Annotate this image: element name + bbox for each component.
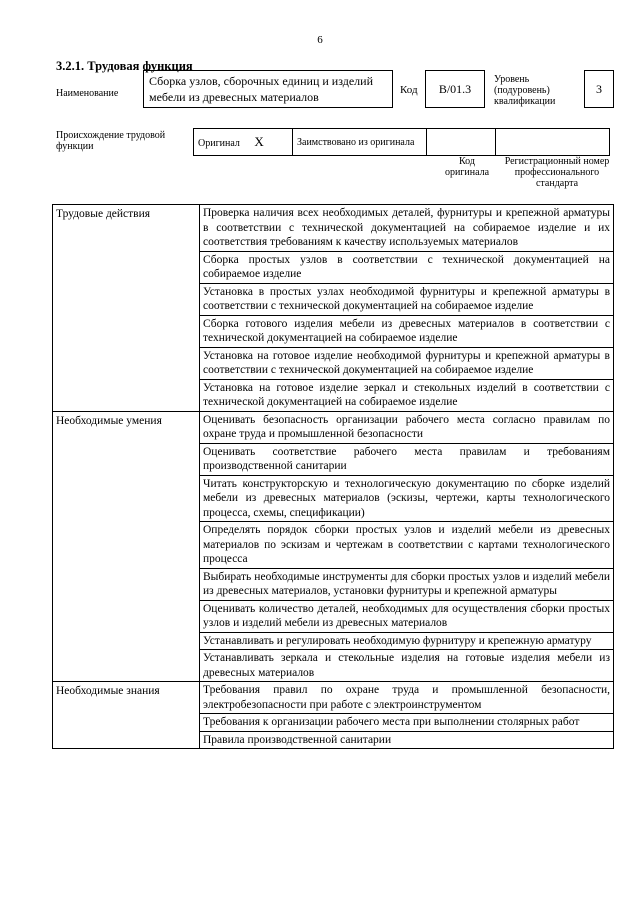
requirement-item: Читать конструкторскую и технологическую документацию по сборке изделий мебели из древесных материалов (эскизы, чертежи, карты технологического процесса, схемы, спецификации): [200, 475, 614, 522]
name-label: Наименование: [56, 88, 119, 99]
requirement-item: Устанавливать зеркала и стекольные изделия на готовые изделия мебели из древесных материалов: [200, 650, 614, 682]
original-code-caption: Код оригинала: [444, 156, 490, 178]
requirement-item: Требования к организации рабочего места при выполнении столярных работ: [200, 714, 614, 732]
requirement-item: Оценивать количество деталей, необходимых для осуществления сборки простых узлов и изделий мебели из древесных материалов: [200, 600, 614, 632]
requirement-item: Установка в простых узлах необходимой фурнитуры и крепежной арматуры в соответствии с технической документацией на собираемое изделие: [200, 283, 614, 315]
requirement-item: Проверка наличия всех необходимых деталей, фурнитуры и крепежной арматуры в соответствии с технической документацией на собираемое изделие и их соответствия требованиям к качеству используемых материалов: [200, 205, 614, 252]
origin-table: [193, 128, 610, 156]
original-mark: X: [254, 133, 264, 149]
borrowed-cell: Заимствовано из оригинала: [293, 129, 427, 156]
original-cell: [194, 129, 293, 156]
requirement-item: Сборка простых узлов в соответствии с технической документацией на собираемое изделие: [200, 251, 614, 283]
requirement-item: Выбирать необходимые инструменты для сборки простых узлов и изделий мебели из древесных материалов, установки фурнитуры и крепежной арматуры: [200, 568, 614, 600]
requirement-item: Установка на готовое изделие необходимой фурнитуры и крепежной арматуры в соответствии с технической документацией на собираемое изделие: [200, 347, 614, 379]
qualification-level-box: 3: [584, 70, 614, 108]
table-row: [53, 205, 614, 252]
requirement-item: Оценивать соответствие рабочего места правилам и требованиям производственной санитарии: [200, 443, 614, 475]
requirement-item: Правила производственной санитарии: [200, 731, 614, 749]
table-row: [53, 682, 614, 714]
requirement-item: Сборка готового изделия мебели из древесных материалов в соответствии с технической документацией на собираемое изделие: [200, 315, 614, 347]
origin-label: Происхождение трудовой функции: [56, 130, 166, 152]
requirement-item: Требования правил по охране труда и промышленной безопасности, электробезопасности при работе с электроинструментом: [200, 682, 614, 714]
page-number: 6: [317, 34, 323, 46]
section-heading: Необходимые знания: [53, 682, 200, 749]
section-title: 3.2.1. Трудовая функция: [56, 59, 193, 73]
labor-function-table: [52, 204, 614, 749]
function-code-box: B/01.3: [425, 70, 485, 108]
requirement-item: Установка на готовое изделие зеркал и стекольных изделий в соответствии с технической документацией на собираемое изделие: [200, 379, 614, 411]
requirement-item: Оценивать безопасность организации рабочего места согласно правилам по охране труда и промышленной безопасности: [200, 411, 614, 443]
original-code-cell: [427, 129, 496, 156]
level-label: Уровень (подуровень) квалификации: [494, 74, 556, 107]
requirement-item: Устанавливать и регулировать необходимую фурнитуру и крепежную арматуру: [200, 632, 614, 650]
original-label: Оригинал: [198, 137, 240, 149]
function-name-box: Сборка узлов, сборочных единиц и изделий мебели из древесных материалов: [143, 70, 393, 108]
requirement-item: Определять порядок сборки простых узлов и изделий мебели из древесных материалов по эскизам и чертежам в соответствии с картами технологического процесса: [200, 522, 614, 569]
registration-number-cell: [496, 129, 610, 156]
section-heading: Необходимые умения: [53, 411, 200, 682]
registration-caption: Регистрационный номер профессионального стандарта: [504, 156, 610, 189]
code-label: Код: [400, 84, 418, 96]
table-row: [53, 411, 614, 443]
section-heading: Трудовые действия: [53, 205, 200, 412]
